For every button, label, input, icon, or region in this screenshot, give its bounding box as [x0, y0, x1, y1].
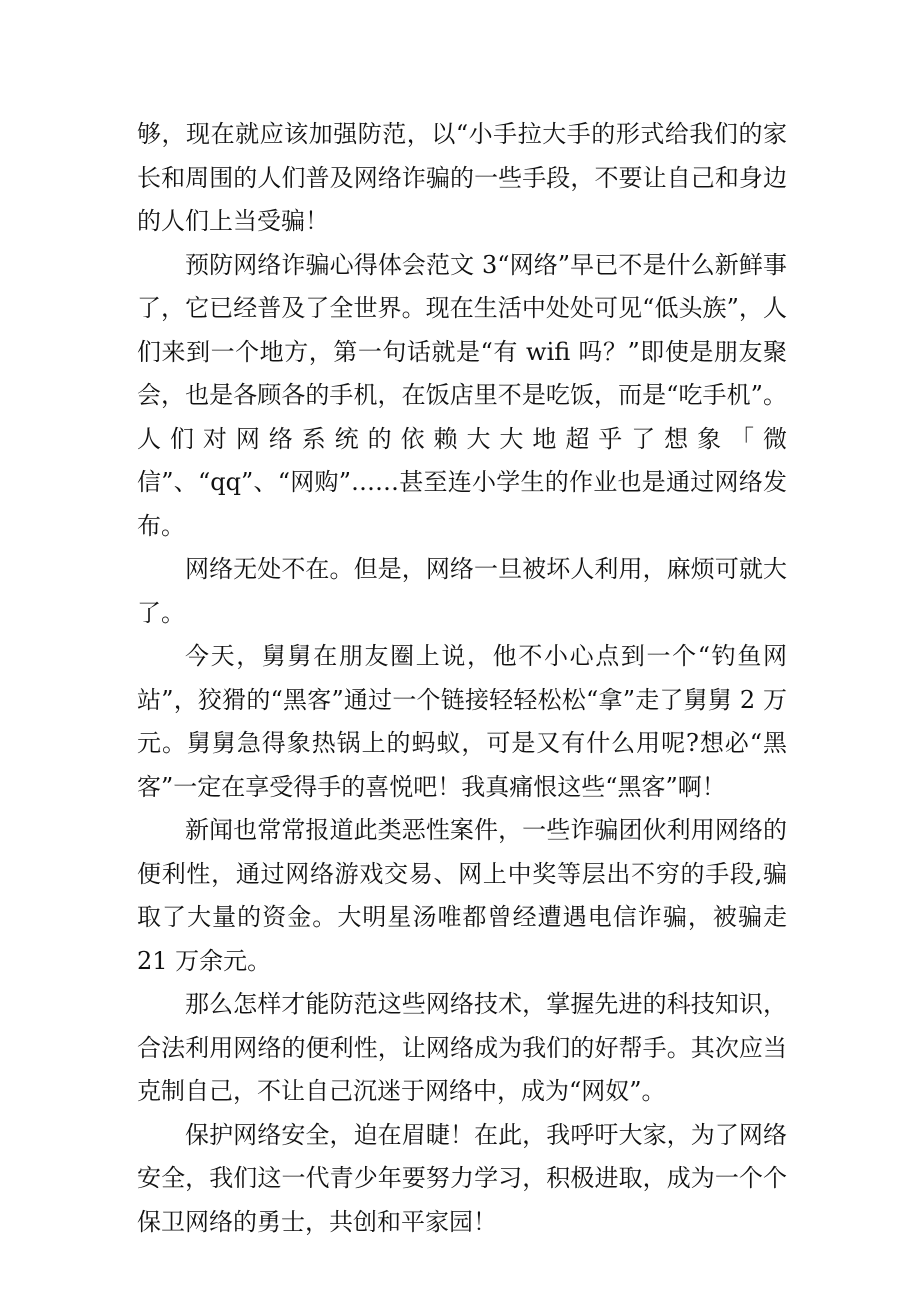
paragraph-sample-3-intro: 预防网络诈骗心得体会范文 3“网络”早已不是什么新鲜事了，它已经普及了全世界。现在生活中处处可见“低头族”，人们来到一个地方，第一句话就是“有 wifi 吗？”即使是朋友聚会，也是各顾各的手机，在饭店里不是吃饭，而是“吃手机”。人们对网络系统的依赖大大地超乎了想象「微信”、“qq”、“网购”……甚至连小学生的作业也是通过网络发布。 — [137, 250, 787, 540]
paragraph-network-everywhere: 网络无处不在。但是，网络一旦被坏人利用，麻烦可就大了。 — [137, 555, 787, 627]
paragraph-news-cases: 新闻也常常报道此类恶性案件，一些诈骗团伙利用网络的便利性，通过网络游戏交易、网上中奖等层出不穷的手段,骗取了大量的资金。大明星汤唯都曾经遭遇电信诈骗，被骗走 21 万余元。 — [137, 816, 787, 975]
document-body — [137, 113, 787, 1244]
paragraph-continuation: 够，现在就应该加强防范，以“小手拉大手的形式给我们的家长和周围的人们普及网络诈骗的一些手段，不要让自己和身边的人们上当受骗！ — [137, 120, 787, 235]
paragraph-prevention: 那么怎样才能防范这些网络技术，掌握先进的科技知识，合法利用网络的便利性，让网络成为我们的好帮手。其次应当克制自己，不让自己沉迷于网络中，成为“网奴”。 — [137, 990, 787, 1105]
paragraph-uncle-story: 今天，舅舅在朋友圈上说，他不小心点到一个“钓鱼网站”，狡猾的“黑客”通过一个链接轻轻松松“拿”走了舅舅 2 万元。舅舅急得象热锅上的蚂蚁，可是又有什么用呢?想必“黑客”一定在享受得手的喜悦吧！我真痛恨这些“黑客”啊！ — [137, 642, 787, 801]
paragraph-appeal: 保护网络安全，迫在眉睫！在此，我呼吁大家，为了网络安全，我们这一代青少年要努力学习，积极进取，成为一个个保卫网络的勇士，共创和平家园！ — [137, 1120, 787, 1236]
